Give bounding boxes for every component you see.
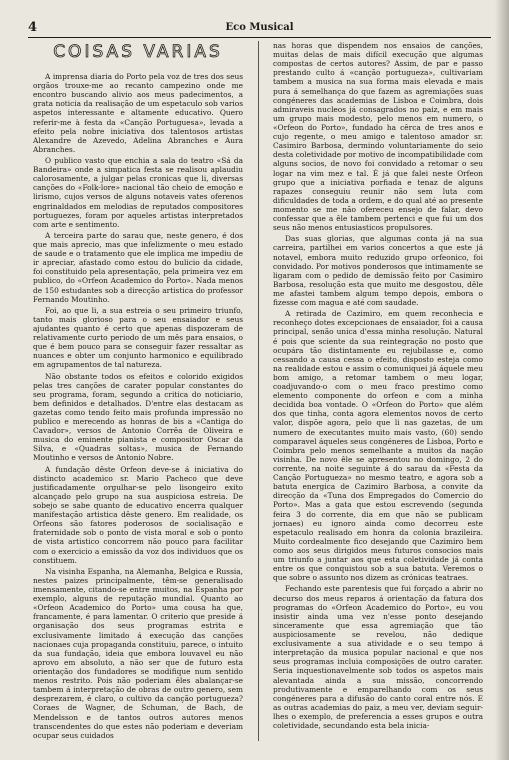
article-paragraph: Não obstante todos os efeitos e colorido exigidos pelas tres canções de carater popular constantes do seu programa, foram, segundo a critica do noticiario, bem definidos e detalhados. D'entre elas destacam as gazetas como tendo feito mais profunda impressão no publico e merecendo as honras de bis a «Cantiga do Cavador», versos de Antonio Corrêa de Oliveira e musica do eminente pianista e compositor Oscar da Silva, e «Quadras soltas», musica de Fernando Moutinho e versos de Antonio Nobre. — [33, 371, 243, 463]
column-divider — [258, 41, 259, 741]
right-column — [273, 41, 483, 732]
left-column — [33, 41, 243, 742]
header-rule — [28, 37, 491, 38]
article-title: COISAS VARIAS — [53, 42, 223, 62]
article-paragraph: A imprensa diaria do Porto pela voz de tres dos seus orgãos trouxe-me ao recanto campezino onde me encontro buscando alivio aos meus padecimentos, a grata noticia da realisação de um espetaculo sob varios aspetos interessante e altamente educativo. Quero referir-me à festa da «Canção Portuguesa», levada a efeito pela nobre iniciativa dos talentosos artistas Alexandre de Azevedo, Adelina Abranches e Aura Abranches. — [33, 72, 243, 154]
article-paragraph: Das suas glorias, que algumas conta já na sua carreira, partilhei em varios concertos a que este já notavel, embora muito reduzido grupo orfeonico, foi convidado. Por motivos ponderosos que intimamente se ligaram com o pedido de demissão feito por Casimiro Barbosa, resolução esta que muito me desgostou, dêle me afastei tambem algum tempo depois, embora o fizesse com magua e até com saudade. — [273, 234, 483, 308]
page-header — [28, 20, 491, 38]
article-paragraph: Na visinha Espanha, na Alemanha, Belgica e Russia, nestes paizes principalmente, têm-se generalisado imensamente, citando-se entre muitos, na Espanha por exemplo, alguns de reputação mundial. Quanto ao «Orfeon Academico do Porto» uma cousa ha que, francamente, é para lamentar. O criterio que preside á organisação dos seus programas estrita e exclusivamente limitado á execução das canções nacionaes cuja propaganda constituiu, parece, o intuito da sua fundação, ideia que embora louvavel eu não aprovo em absoluto, a não ser que de futuro esta orientação dos fundadores se modifique num sentido menos restrito. Pois não poderiam êles abalançar-se tambem á interpretação de obras de outro genero, sem desprezarem, é claro, o cultivo da canção portugueza? Coraes de Wagner, de Schuman, de Bach, de Mendelsson e de tantos outros autores menos transcendentes do que estes não poderiam e deveriam ocupar seus cuidados — [33, 566, 243, 740]
article-paragraph: nas horas que dispendem nos ensaios de canções, muitas delas de mais difícil execução que algumas compostas de certos autores? Assim, de par e passo prestando culto á «canção portugueza», cultivariam tambem a musica na sua forma mais elevada e mais pura á semelhança do que fazem as agremiações suas congéneres das academias de Lisboa e Coimbra, dois admiraveis nucleos já consagrados no paiz, e em mais um grupo mais modesto, pelo menos em numero, o «Orfeon do Porto», fundado ha cêrca de tres anos e cujo regente, o meu amigo e talentoso amador sr. Casimiro Barbosa, dermindo voluntariamente do seio desta coletividade por motivo de incompatibilidade com alguns socios, de novo foi convidado a retomar o seu logar na vim mez e tal. É já que falei neste Orfeon grupo que a iniciativa porfiada e tenaz de alguns rapazes conseguiu reunir não sem luta com dificuldades de toda a ordem, e do qual até ao presente momento se me não ofereceu ensejo de falar, devo confessar que a êle tambem pertenci e que fui um dos seus não menos entusiasticos propulsores. — [273, 41, 483, 233]
article-paragraph: A retirada de Cazimiro, em quem reconhecia e reconheço dotes excepcionaes de ensaiador, foi a causa principal, senão unica d'essa minha resolução. Natural é pois que sciente da sua reintegração no posto que ocupára tão distintamente eu rejubilasse e, como cessando a causa cessa o efeito, disposto esteja como na realidade estou e assim o comuniquei já áquele meu bom amigo, a retomar tambem o meu logar, coadjuvando-o com o meu fraco prestimo como elemento componente do orfeon e com a minha decidida boa vontade. O «Orfeon do Porto» que além dos que tinha, conta agora elementos novos de certo valor, dispõe agora, pelo que li nas gazetas, de um numero de executantes muito mais vasto, (60) sendo comparavel áqueles seus congéneres de Lisboa, Porto e Coimbra pelo menos semelhante a muitos da nação visinha. De novo êle se apresentou no domingo, 2 do corrente, na noite seguinte á do sarau da «Festa da Canção Portugueza» no mesmo teatro, e agora sob a batuta energica de Cazimiro Barbosa, a convite da direcção da «Tuna dos Empregados do Comercio do Porto». Mas a gata que estou escrevendo (segunda feira 3 do corrente, dia em que não se publicam jornaes) eu ignoro ainda como decorreu este espetaculo realisado em honra da colonia brazileira. Muito cordealmente fico desejando que Cazimiro bem como aos seus dirigidos meus futuros consocios mais um triunfo a juntar aos que esta coletividade já conta entre os que conquistou sob a sua batuta. Veremos o que sobre o assunto nos dizem as crónicas teatraes. — [273, 309, 483, 583]
running-head: Eco Musical — [225, 22, 294, 33]
article-paragraph: Fechando este parentesis que fui forçado a abrir no decurso dos meus reparos á orientação da fatura dos programas do «Orfeon Academico do Porto», eu vou insistir ainda uma vez n'esse ponto desejando sinceramente que essa agremiação que tão auspiciosamente se revelou, não dedique exclusivamente a sua atividade e o seu tempo á interpretação da musica popular nacional e que nos seus programas incluia composições de outro carater. Seria inquestionavelmente sob todos os aspetos mais alevantada ainda a sua missão, concorrendo produtivamente e emparelhando com os seus congéneres para a difusão do canto coral entre nós. E as outras academias do paiz, a meu ver, deviam seguir-lhes o exemplo, de preferencia a esses grupos e outra coletividade, secundando esta bela inicia- — [273, 584, 483, 731]
article-paragraph: Foi, ao que li, a sua estreia o seu primeiro triunfo, tanto mais glorioso para o seu ensaiador e seus ajudantes quanto é certo que apenas dispozeram de relativamente curto periodo de um mês para ensaios, o que é bem pouco para se conseguir fazer ressaltar as nuances e obter um conjunto harmonico e equilibrado em agrupamentos de tal natureza. — [33, 305, 243, 370]
article-paragraph: A terceira parte do sarau que, neste genero, é dos que mais aprecio, mas que infelizmente o meu estado de saude e o tratamento que ele implica me impediu de ir apreciar, afastado como estou do bulicio da cidade, foi constituido pela apresentação, pela primeira vez em publico, do «Orfeon Academico do Porto». Nada menos de 150 estudantes sob a direcção artistica do professor Fernando Moutinho. — [33, 230, 243, 304]
article-paragraph: O publico vasto que enchia a sala do teatro «Sá da Bandeira» onde a simpatica festa se realisou aplaudiu calorosamente, a julgar pelas cronicas que li, diversas canções do «Folk-lore» nacional tão cheio de emoção e lirismo, cujos versos de alguns notaveis vates oferenos engrinaldados em melodias de reputados compositores portuguezes, foram por aqueles artistas interpretados com arte e sentimento. — [33, 155, 243, 229]
page-number: 4 — [28, 20, 38, 35]
article-paragraph: A fundação dêste Orfeon deve-se á iniciativa do distincto academico sr. Mario Pacheco que deve justificadamente orgulhar-se pelo lisongeiro exito alcançado pelo grupo na sua auspiciosa estreia. De sobejo se sabe quanto de educativo encerra qualquer manifestação artistica dêste genero. Em realidade, os Orfeons são fatores poderosos de socialisação e fraternidade sob o ponto de vista moral e sob o ponto de vista artistico concorrem não pouco para facilitar com o exercicio a emissão da voz dos individuos que os constituem. — [33, 464, 243, 565]
